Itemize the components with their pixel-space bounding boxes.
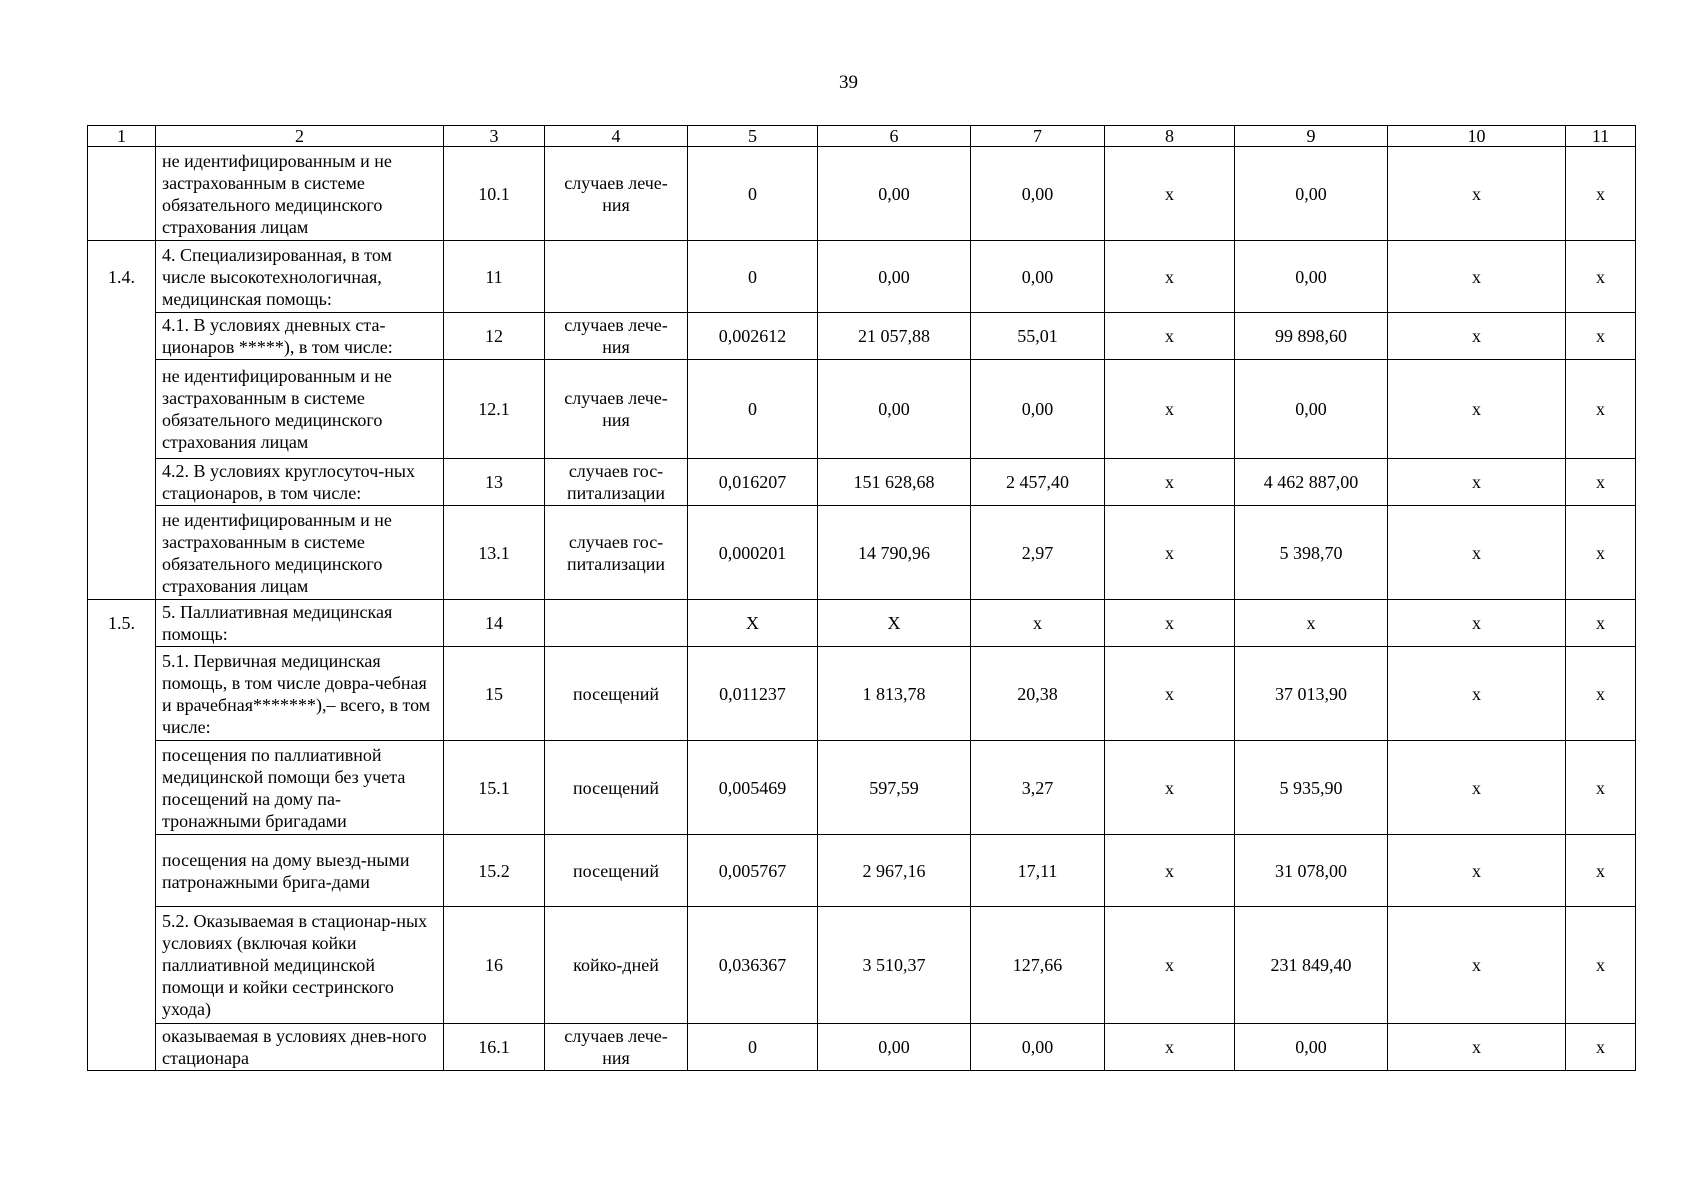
cell-value: х <box>1388 1024 1566 1071</box>
cell-value: х <box>1105 360 1235 459</box>
column-header: 11 <box>1566 126 1636 147</box>
cell-value: 0,011237 <box>688 647 818 741</box>
cell-value: х <box>1388 907 1566 1024</box>
cell-value: х <box>1566 600 1636 647</box>
cell-value: 4 462 887,00 <box>1235 459 1388 506</box>
cell-value: 55,01 <box>971 313 1105 360</box>
row-unit: посещений <box>545 647 688 741</box>
column-header: 1 <box>88 126 156 147</box>
table-row <box>88 506 1636 600</box>
cell-value: 3,27 <box>971 741 1105 835</box>
row-unit: посещений <box>545 835 688 907</box>
row-code: 13 <box>444 459 545 506</box>
row-description: посещения на дому выезд-ными патронажными брига-дами <box>156 835 444 907</box>
column-header: 7 <box>971 126 1105 147</box>
cell-value: 0,036367 <box>688 907 818 1024</box>
table-row <box>88 147 1636 241</box>
cell-value: х <box>1105 741 1235 835</box>
cell-value: 2,97 <box>971 506 1105 600</box>
cell-value: 0,00 <box>971 241 1105 313</box>
row-number <box>88 313 156 360</box>
row-number <box>88 506 156 600</box>
cell-value: 0,00 <box>1235 241 1388 313</box>
row-code: 13.1 <box>444 506 545 600</box>
row-number <box>88 907 156 1024</box>
cell-value: х <box>1566 835 1636 907</box>
table-row <box>88 647 1636 741</box>
row-number <box>88 459 156 506</box>
cell-value: х <box>1105 459 1235 506</box>
table-row <box>88 241 1636 313</box>
row-unit: случаев гос-питализации <box>545 506 688 600</box>
row-description: не идентифицированным и не застрахованным в системе обязательного медицинского страхования лицам <box>156 147 444 241</box>
row-number: 1.4. <box>88 241 156 313</box>
row-description: не идентифицированным и не застрахованным в системе обязательного медицинского страхования лицам <box>156 360 444 459</box>
cell-value: 0 <box>688 1024 818 1071</box>
cell-value: 231 849,40 <box>1235 907 1388 1024</box>
cell-value: х <box>1566 360 1636 459</box>
cell-value: х <box>1566 313 1636 360</box>
cell-value: 21 057,88 <box>818 313 971 360</box>
cell-value: х <box>1566 741 1636 835</box>
row-number <box>88 147 156 241</box>
row-code: 15.2 <box>444 835 545 907</box>
row-description: 5.2. Оказываемая в стационар-ных условиях (включая койки паллиативной медицинской помощи и койки сестринского ухода) <box>156 907 444 1024</box>
cell-value: 0,00 <box>971 360 1105 459</box>
cell-value: х <box>1105 1024 1235 1071</box>
column-header: 4 <box>545 126 688 147</box>
row-code: 15 <box>444 647 545 741</box>
cell-value: х <box>1105 506 1235 600</box>
cell-value: х <box>1388 506 1566 600</box>
row-unit: случаев лече-ния <box>545 147 688 241</box>
cell-value: 20,38 <box>971 647 1105 741</box>
cell-value: х <box>1388 147 1566 241</box>
cell-value: х <box>1566 459 1636 506</box>
cell-value: х <box>1566 1024 1636 1071</box>
row-code: 14 <box>444 600 545 647</box>
row-description: 4.1. В условиях дневных ста-ционаров *****), в том числе: <box>156 313 444 360</box>
cell-value: х <box>1105 147 1235 241</box>
table-row <box>88 459 1636 506</box>
row-description: 5. Паллиативная медицинская помощь: <box>156 600 444 647</box>
row-description: посещения по паллиативной медицинской помощи без учета посещений на дому па-тронажными бригадами <box>156 741 444 835</box>
cell-value: х <box>1105 647 1235 741</box>
cell-value: 0,00 <box>818 147 971 241</box>
cell-value: 1 813,78 <box>818 647 971 741</box>
row-number <box>88 1024 156 1071</box>
row-code: 10.1 <box>444 147 545 241</box>
cell-value: х <box>1105 835 1235 907</box>
cell-value: 0 <box>688 360 818 459</box>
row-description: 5.1. Первичная медицинская помощь, в том числе довра-чебная и врачебная*******),– всего, в том числе: <box>156 647 444 741</box>
row-description: 4.2. В условиях круглосуточ-ных стационаров, в том числе: <box>156 459 444 506</box>
cell-value: х <box>971 600 1105 647</box>
cell-value: х <box>1388 313 1566 360</box>
row-unit: случаев лече-ния <box>545 313 688 360</box>
row-unit <box>545 600 688 647</box>
cell-value: 0,00 <box>1235 360 1388 459</box>
cell-value: х <box>1105 313 1235 360</box>
row-unit <box>545 241 688 313</box>
row-code: 15.1 <box>444 741 545 835</box>
column-header: 5 <box>688 126 818 147</box>
cell-value: 0 <box>688 147 818 241</box>
table-row <box>88 313 1636 360</box>
table-row <box>88 360 1636 459</box>
row-number <box>88 647 156 741</box>
column-header: 8 <box>1105 126 1235 147</box>
row-unit: случаев лече-ния <box>545 1024 688 1071</box>
cell-value: х <box>1388 360 1566 459</box>
cell-value: х <box>1388 600 1566 647</box>
cell-value: 2 967,16 <box>818 835 971 907</box>
row-unit: случаев лече-ния <box>545 360 688 459</box>
cell-value: 5 935,90 <box>1235 741 1388 835</box>
column-header: 6 <box>818 126 971 147</box>
cell-value: 37 013,90 <box>1235 647 1388 741</box>
row-description: 4. Специализированная, в том числе высокотехнологичная, медицинская помощь: <box>156 241 444 313</box>
cell-value: х <box>1388 241 1566 313</box>
row-unit: посещений <box>545 741 688 835</box>
cell-value: 99 898,60 <box>1235 313 1388 360</box>
cell-value: х <box>1388 647 1566 741</box>
cell-value: 0,00 <box>1235 1024 1388 1071</box>
cell-value: 0,00 <box>818 241 971 313</box>
cell-value: Х <box>688 600 818 647</box>
row-number <box>88 741 156 835</box>
cell-value: 3 510,37 <box>818 907 971 1024</box>
table-row <box>88 907 1636 1024</box>
cell-value: 0,00 <box>818 360 971 459</box>
row-unit: случаев гос-питализации <box>545 459 688 506</box>
cell-value: 5 398,70 <box>1235 506 1388 600</box>
row-description: не идентифицированным и не застрахованным в системе обязательного медицинского страхования лицам <box>156 506 444 600</box>
row-unit: койко-дней <box>545 907 688 1024</box>
row-code: 16.1 <box>444 1024 545 1071</box>
row-code: 12 <box>444 313 545 360</box>
row-description: оказываемая в условиях днев-ного стационара <box>156 1024 444 1071</box>
cell-value: 0,005469 <box>688 741 818 835</box>
cell-value: 0,016207 <box>688 459 818 506</box>
row-number <box>88 835 156 907</box>
column-header: 9 <box>1235 126 1388 147</box>
row-number <box>88 360 156 459</box>
table-header-row <box>88 126 1636 147</box>
column-header: 3 <box>444 126 545 147</box>
cell-value: 0,00 <box>971 1024 1105 1071</box>
cell-value: Х <box>818 600 971 647</box>
cell-value: х <box>1105 907 1235 1024</box>
cell-value: х <box>1566 647 1636 741</box>
table-row <box>88 741 1636 835</box>
page-number: 39 <box>839 72 858 93</box>
row-code: 12.1 <box>444 360 545 459</box>
cell-value: х <box>1566 147 1636 241</box>
cell-value: 151 628,68 <box>818 459 971 506</box>
cell-value: х <box>1105 600 1235 647</box>
cell-value: 0,00 <box>1235 147 1388 241</box>
data-table <box>87 125 1636 1071</box>
cell-value: х <box>1105 241 1235 313</box>
cell-value: х <box>1566 506 1636 600</box>
table-row <box>88 835 1636 907</box>
cell-value: 0,00 <box>818 1024 971 1071</box>
cell-value: 0,000201 <box>688 506 818 600</box>
cell-value: 0,00 <box>971 147 1105 241</box>
cell-value: 127,66 <box>971 907 1105 1024</box>
cell-value: 597,59 <box>818 741 971 835</box>
row-number: 1.5. <box>88 600 156 647</box>
cell-value: 17,11 <box>971 835 1105 907</box>
cell-value: х <box>1388 741 1566 835</box>
cell-value: х <box>1566 907 1636 1024</box>
cell-value: 0,005767 <box>688 835 818 907</box>
row-code: 16 <box>444 907 545 1024</box>
column-header: 2 <box>156 126 444 147</box>
table-row <box>88 1024 1636 1071</box>
cell-value: х <box>1388 835 1566 907</box>
row-code: 11 <box>444 241 545 313</box>
cell-value: х <box>1235 600 1388 647</box>
cell-value: 0 <box>688 241 818 313</box>
column-header: 10 <box>1388 126 1566 147</box>
cell-value: 14 790,96 <box>818 506 971 600</box>
cell-value: 2 457,40 <box>971 459 1105 506</box>
cell-value: 0,002612 <box>688 313 818 360</box>
table-row <box>88 600 1636 647</box>
cell-value: х <box>1566 241 1636 313</box>
cell-value: х <box>1388 459 1566 506</box>
cell-value: 31 078,00 <box>1235 835 1388 907</box>
